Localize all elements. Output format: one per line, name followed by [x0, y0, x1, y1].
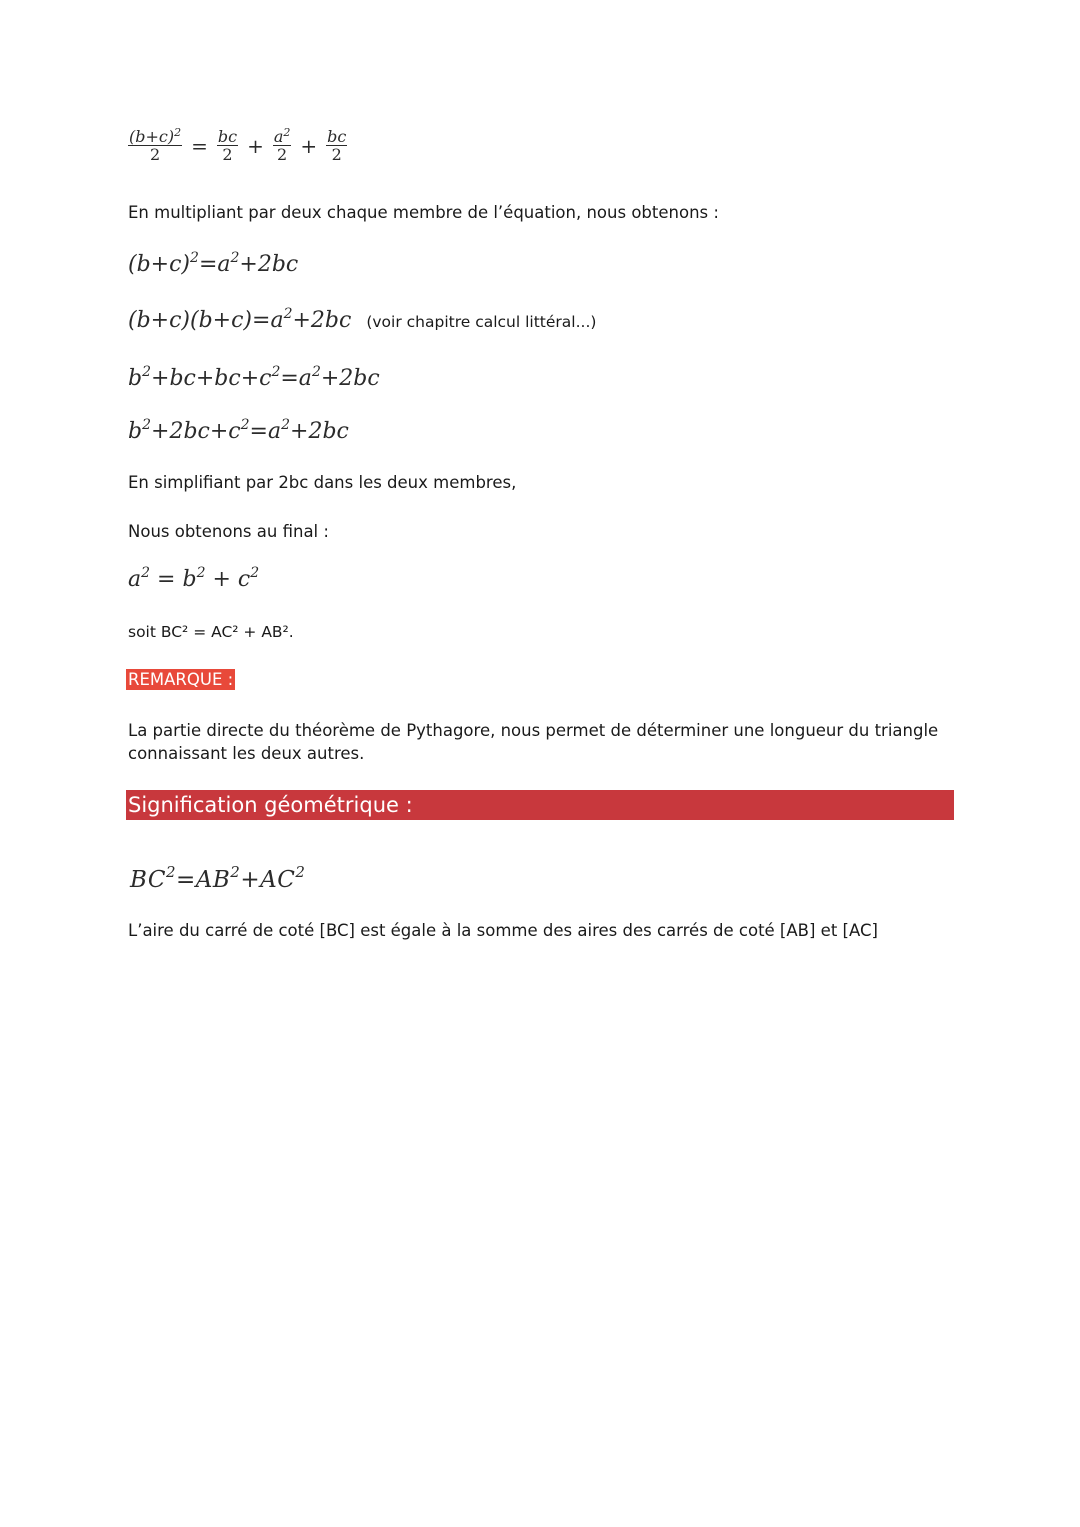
final-paragraph: Nous obtenons au final : [128, 522, 329, 541]
equation-3: $(b+c)(b+c)=a^2+2bc$ (voir chapitre calcul littéral...) [128, 306, 597, 333]
equation-5: $b^2+2bc+c^2=a^2+2bc$ [128, 417, 349, 444]
equation-4: $b^2+bc+bc+c^2=a^2+2bc$ [128, 364, 380, 391]
equals-sign: = [191, 133, 208, 158]
remark-body: La partie directe du théorème de Pythagore, nous permet de déterminer une longueur du triangle connaissant les deux autres. [128, 721, 939, 763]
section-title: Signification géométrique : [128, 793, 413, 817]
multiply-paragraph: En multipliant par deux chaque membre de l’équation, nous obtenons : [128, 203, 719, 222]
area-sentence: L’aire du carré de coté [BC] est égale à la somme des aires des carrés de coté [AB] et [AC] [128, 921, 878, 940]
section-header-bar [126, 790, 954, 820]
literal-calc-note: (voir chapitre calcul littéral...) [366, 313, 597, 331]
fraction-lhs: $\frac{(b+c)^2}{2}$ [129, 126, 182, 164]
fraction-term-3: $\frac{bc}{2}$ [327, 127, 347, 164]
remark-label-wrap [126, 669, 235, 691]
fraction-term-1: $\frac{bc}{2}$ [217, 127, 238, 164]
equation-bc-squared: $BC^2=AB^2+AC^2$ [130, 863, 306, 893]
equation-pythagoras: $a^2 = b^2 + c^2$ [128, 565, 260, 592]
simplify-paragraph: En simplifiant par 2bc dans les deux membres, [128, 473, 517, 492]
remark-label: REMARQUE : [128, 670, 234, 689]
soit-line: soit BC² = AC² + AB². [128, 623, 294, 641]
fraction-term-2: $\frac{a^2}{2}$ [273, 126, 291, 164]
equation-2: $(b+c)^2=a^2+2bc$ [128, 250, 299, 277]
equation-fraction: $\frac{(b+c)^2}{2}$ = $\frac{bc}{2}$ + $\frac{a^2}{2}$ + $\frac{bc}{2}$ [129, 126, 347, 164]
